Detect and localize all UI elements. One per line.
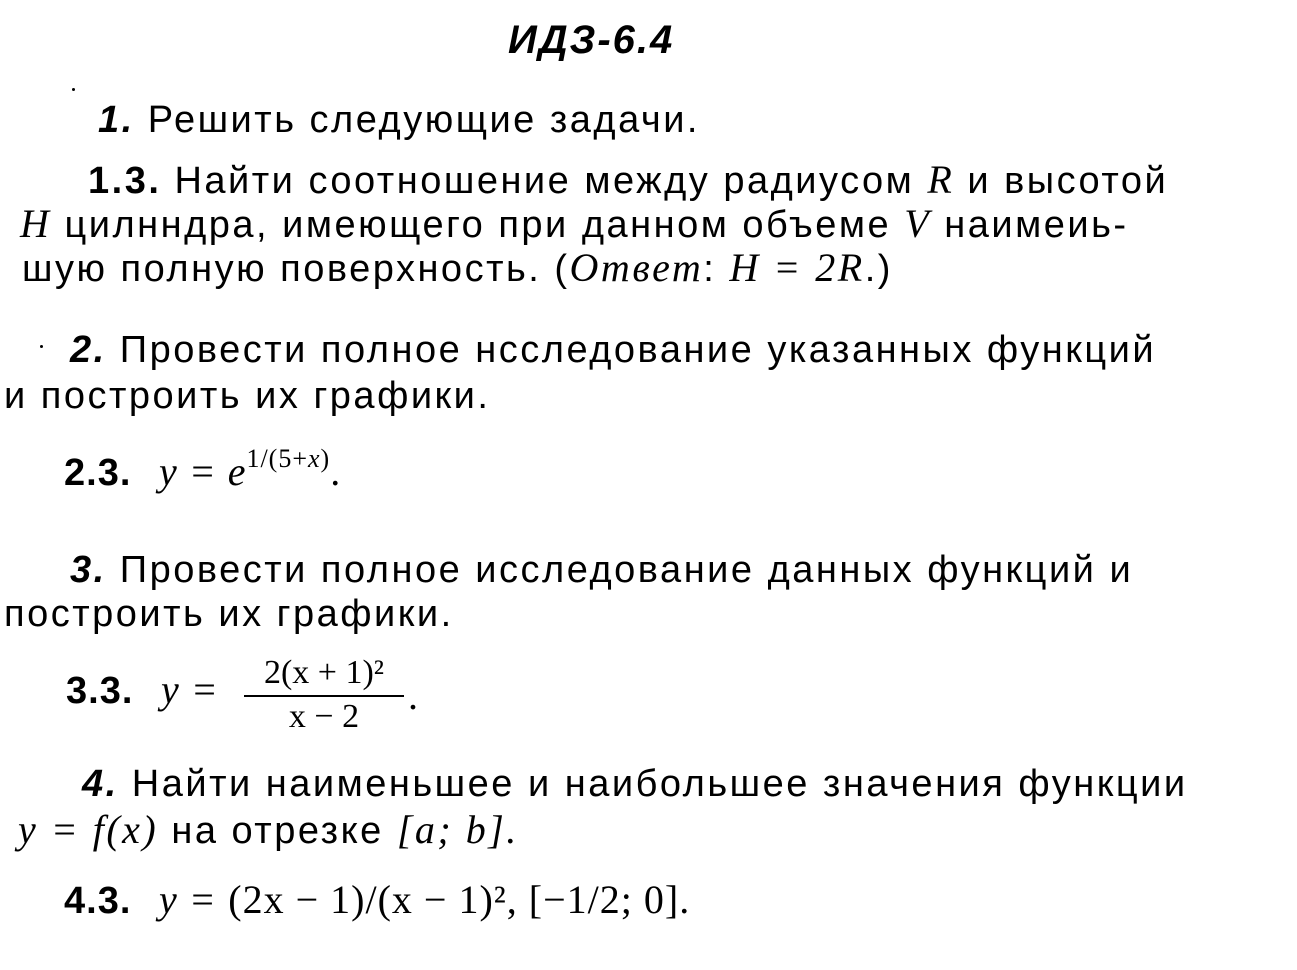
task1-heading: Решить следующие задачи. [147, 99, 700, 141]
task4-3-line [64, 878, 690, 923]
task3-3-period: . [408, 673, 419, 718]
task3-3-numerator: 2(x + 1)² [263, 654, 384, 691]
answer-formula: H = 2R [729, 245, 865, 290]
var-V: V [904, 201, 932, 246]
task4-3-number: 4.3. [64, 880, 132, 922]
task3-text1: Провести полное исследование данных функций и [119, 549, 1134, 591]
task1-3-line2 [20, 202, 1129, 247]
task3-text2: построить их графики. [4, 593, 454, 635]
scan-speck [40, 345, 43, 348]
task3-line1 [70, 548, 1133, 592]
task2-number: 2. [70, 329, 107, 371]
task4-line2 [18, 808, 519, 853]
task1-3-text-b: и высотой [967, 160, 1169, 202]
page-title: ИДЗ-6.4 [508, 18, 675, 62]
task2-line1 [70, 328, 1156, 372]
task4-interval: [a; b]. [396, 807, 519, 852]
task2-text1: Провести полное нсследование указанных функций [119, 329, 1157, 371]
task4-line1 [82, 762, 1188, 806]
var-R: R [927, 157, 955, 202]
task3-3-number: 3.3. [66, 670, 134, 712]
task4-text2: на отрезке [171, 810, 384, 852]
task3-line2 [4, 592, 454, 636]
task3-number: 3. [70, 549, 107, 591]
task4-function: y = f(x) [18, 807, 159, 852]
task1-3-text-e: шую полную поверхность. ( [22, 248, 570, 290]
task1-3-line3 [22, 246, 893, 291]
task2-3-formula-base: y = e [158, 449, 247, 494]
task3-3-denominator: x − 2 [288, 698, 360, 735]
task2-3-line [64, 444, 342, 499]
task2-3-period: . [330, 449, 342, 494]
task1-3-text-a: Найти соотношение между радиусом [174, 160, 915, 202]
task2-text2: и построить их графики. [4, 375, 491, 417]
task2-line2 [4, 374, 490, 418]
task4-number: 4. [82, 763, 119, 805]
task2-3-number: 2.3. [64, 452, 132, 494]
scan-speck [72, 88, 75, 91]
task4-3-formula: (2x − 1)/(x − 1)², [−1/2; 0]. [228, 877, 691, 922]
task1-number: 1. [98, 99, 135, 141]
task1-3-line1 [88, 158, 1168, 203]
task3-3-lhs: y = [160, 667, 219, 712]
task1-heading-line [98, 98, 700, 142]
var-H: H [20, 201, 52, 246]
task1-3-text-f: .) [864, 248, 893, 290]
task3-3-line [66, 668, 219, 713]
task1-3-text-d: наимеиь- [944, 204, 1129, 246]
answer-label: Ответ [569, 245, 704, 290]
task4-text1: Найти наименьшее и наибольшее значения функции [131, 763, 1188, 805]
task1-3-text-c: цилнндра, имеющего при данном объеме [64, 204, 892, 246]
task3-3-fraction-bar [244, 695, 404, 697]
answer-colon: : [703, 248, 717, 290]
task1-3-number: 1.3. [88, 160, 162, 202]
task2-3-exponent: 1/(5+x) [246, 444, 331, 473]
task4-3-lhs: y = [158, 877, 217, 922]
